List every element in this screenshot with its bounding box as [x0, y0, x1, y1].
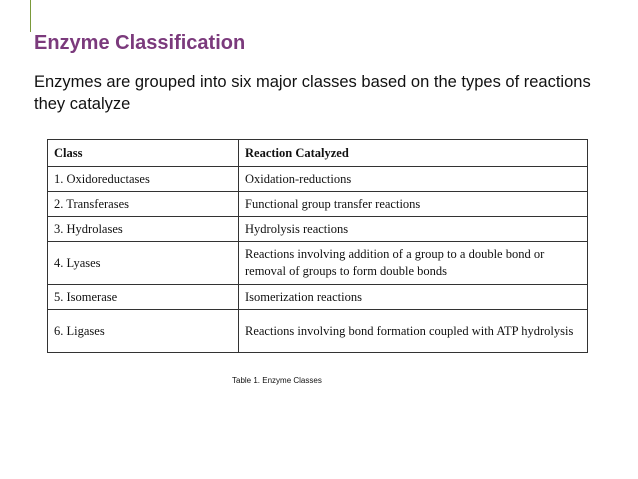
table-row: [48, 285, 588, 310]
table-caption: Table 1. Enzyme Classes: [232, 376, 322, 385]
class-cell: 6. Ligases: [48, 310, 239, 353]
reaction-cell: Oxidation-reductions: [239, 167, 588, 192]
class-cell: 2. Transferases: [48, 192, 239, 217]
class-cell: 3. Hydrolases: [48, 217, 239, 242]
class-cell: 1. Oxidoreductases: [48, 167, 239, 192]
accent-line: [30, 0, 31, 32]
table-row: [48, 310, 588, 353]
reaction-cell: Hydrolysis reactions: [239, 217, 588, 242]
table-row: [48, 242, 588, 285]
table-row: [48, 217, 588, 242]
slide-title: Enzyme Classification: [34, 32, 246, 54]
reaction-cell: Functional group transfer reactions: [239, 192, 588, 217]
reaction-cell: Reactions involving addition of a group to a double bond or removal of groups to form double bonds: [239, 242, 588, 285]
header-reaction: Reaction Catalyzed: [239, 140, 588, 167]
table-row: [48, 167, 588, 192]
header-class: Class: [48, 140, 239, 167]
class-cell: 5. Isomerase: [48, 285, 239, 310]
enzyme-classes-table: [47, 139, 588, 353]
reaction-cell: Reactions involving bond formation coupled with ATP hydrolysis: [239, 310, 588, 353]
slide-intro: Enzymes are grouped into six major classes based on the types of reactions they catalyze: [34, 73, 591, 113]
table-row: [48, 192, 588, 217]
reaction-cell: Isomerization reactions: [239, 285, 588, 310]
table-header-row: [48, 140, 588, 167]
class-cell: 4. Lyases: [48, 242, 239, 285]
